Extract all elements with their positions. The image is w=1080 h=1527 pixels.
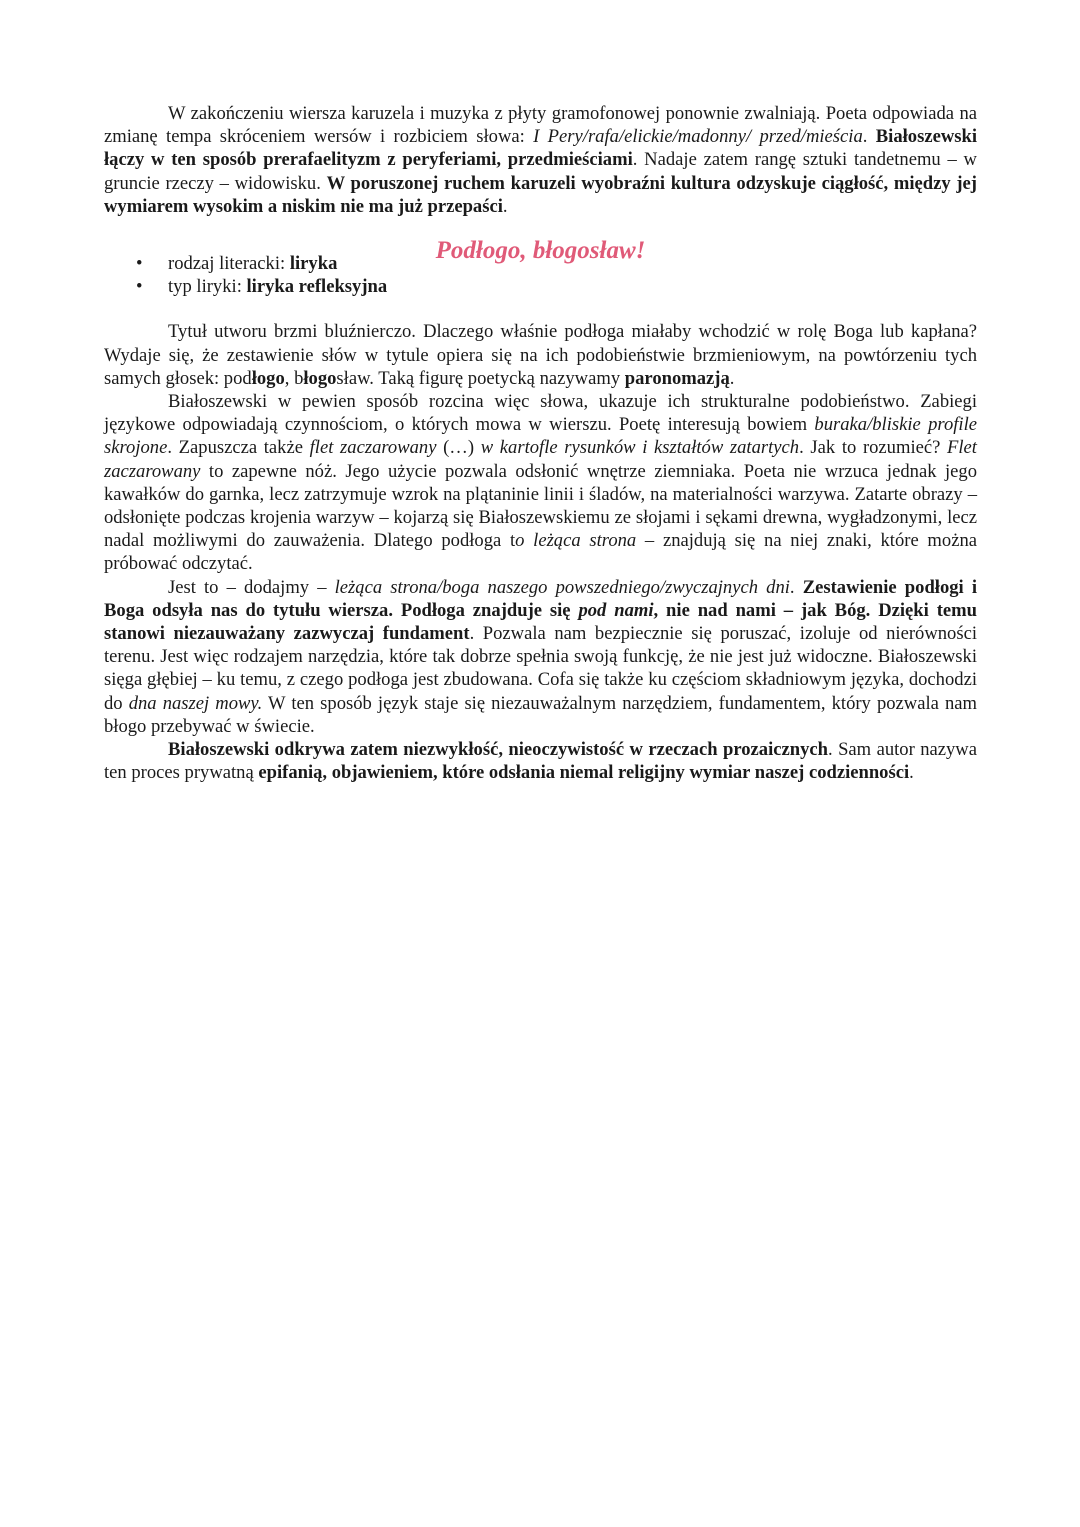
text-run: . [502, 195, 508, 217]
bold-statement: , nie nad nami – jak Bóg. Dzięki temu stanowi niezauważany zazwyczaj fundament [104, 599, 977, 645]
italic-quote: flet zaczarowany [309, 437, 437, 459]
meta-list-item [104, 275, 977, 298]
bold-statement: W poruszonej ruchem karuzeli wyobraźni kultura odzyskuje ciągłość, między jej wymiarem wysokim a niskim nie ma już przepaści [104, 172, 977, 217]
italic-quote: o leżąca strona [515, 530, 637, 552]
bold-statement: Białoszewski łączy w ten sposób prerafaelityzm z peryferiami, przedmieściami [104, 126, 977, 171]
text-run: W ten sposób język staje się niezauważalnym narzędziem, fundamentem, który pozwala nam błogo przebywać w świecie. [104, 692, 977, 737]
paragraph-cutting-words [104, 390, 977, 576]
paragraph-title-analysis [104, 320, 977, 390]
text-run: W zakończeniu wiersza karuzela i muzyka z płyty gramofonowej ponownie zwalniają. Poeta odpowiada na zmianę tempa skróceniem wersów i rozbiciem słowa: [104, 103, 977, 148]
bullet-icon: • [136, 253, 143, 275]
text-run: Tytuł utworu brzmi bluźnierczo. Dlaczego właśnie podłoga miałaby wchodzić w rolę Boga lub kapłana? Wydaje się, że zestawienie słów w tytule opiera się na ich podobieństwie brzmieniowym, na powtórzeniu tych samych głosek: pod [104, 321, 977, 389]
bold-italic-phrase: pod nami [578, 599, 654, 621]
text-run: Jest to – dodajmy – [168, 576, 335, 598]
meta-label: rodzaj literacki: [168, 253, 290, 275]
text-run: . Nadaje zatem rangę sztuki tandetnemu – w gruncie rzeczy – widowisku. [104, 149, 977, 194]
text-run: . Sam autor nazywa ten proces prywatną [104, 739, 977, 784]
meta-label: typ liryki: [168, 276, 247, 298]
text-run: . [729, 367, 735, 389]
text-run: . Jak to rozumieć? [799, 437, 948, 459]
italic-quote: Flet zaczarowany [104, 437, 977, 482]
text-run: . [862, 126, 876, 148]
bold-statement: Zestawienie podłogi i Boga odsyła nas do tytułu wiersza. Podłoga znajduje się [104, 576, 978, 621]
meta-value: liryka refleksyjna [246, 276, 388, 298]
bold-syllable: łogo [251, 367, 285, 389]
text-run: sław. Taką figurę poetycką nazywamy [336, 367, 625, 389]
bullet-icon: • [136, 276, 143, 298]
italic-quote: buraka/bliskie profile skrojone [104, 414, 978, 459]
italic-quote: dna naszej mowy. [128, 692, 263, 714]
text-run: (…) [436, 437, 481, 459]
text-run: Białoszewski w pewien sposób rozcina więc słowa, ukazuje ich strukturalne podobieństwo. Zabiegi językowe odpowiadają czynnościom, o których mowa w wierszu. Poetę interesują bowiem [104, 391, 977, 436]
document-page [104, 102, 977, 784]
italic-quote: leżąca strona/boga naszego powszedniego/zwyczajnych dni [334, 576, 790, 598]
paragraph-floor-and-god [104, 576, 977, 738]
text-run: , b [284, 367, 304, 389]
bold-term: paronomazją [624, 367, 730, 389]
text-run: – znajdują się na niej znaki, które można próbować odczytać. [104, 530, 977, 575]
italic-quote: w kartofle rysunków i kształtów zatartych [480, 437, 800, 459]
meta-value: liryka [289, 253, 338, 275]
spacer [104, 298, 977, 320]
bold-statement: epifanią, objawieniem, które odsłania niemal religijny wymiar naszej codzienności [258, 762, 910, 784]
bold-syllable: łogo [303, 367, 337, 389]
text-run: . Pozwala nam bezpiecznie się poruszać, izoluje od nierówności terenu. Jest więc rodzajem narzędzia, które tak dobrze spełnia swoją funkcję, że nie jest już widoczne. Białoszewski sięga głębiej – ku temu, z czego podłoga jest zbudowana. Cofa się także ku częściom składniowym języka, dochodzi do [104, 623, 978, 714]
text-run: . [789, 576, 803, 598]
paragraph-conclusion [104, 738, 977, 784]
bold-statement: Białoszewski odkrywa zatem niezwykłość, nieoczywistość w rzeczach prozaicznych [168, 739, 828, 761]
intro-paragraph [104, 102, 977, 218]
text-run: . Zapuszcza także [167, 437, 310, 459]
italic-quote: I Pery/rafa/elickie/madonny/ przed/mieścia [533, 126, 863, 148]
text-run: . [909, 762, 914, 784]
meta-list [104, 252, 977, 298]
text-run: to zapewne nóż. Jego użycie pozwala odsłonić wnętrze ziemniaka. Poeta nie wrzuca jednak jego kawałków do garnka, lecz zatrzymuje wzrok na plątaninie linii i śladów, na materialności warzywa. Zatarte obrazy – odsłonięte podczas krojenia warzyw – kojarzą się Białoszewskiemu ze słojami i sękami drewna, wygładzonymi, lecz nadal możliwymi do zauważenia. Dlatego podłoga t [104, 460, 977, 552]
meta-list-item [104, 252, 977, 275]
section-title: Podłogo, błogosław! [435, 237, 646, 265]
